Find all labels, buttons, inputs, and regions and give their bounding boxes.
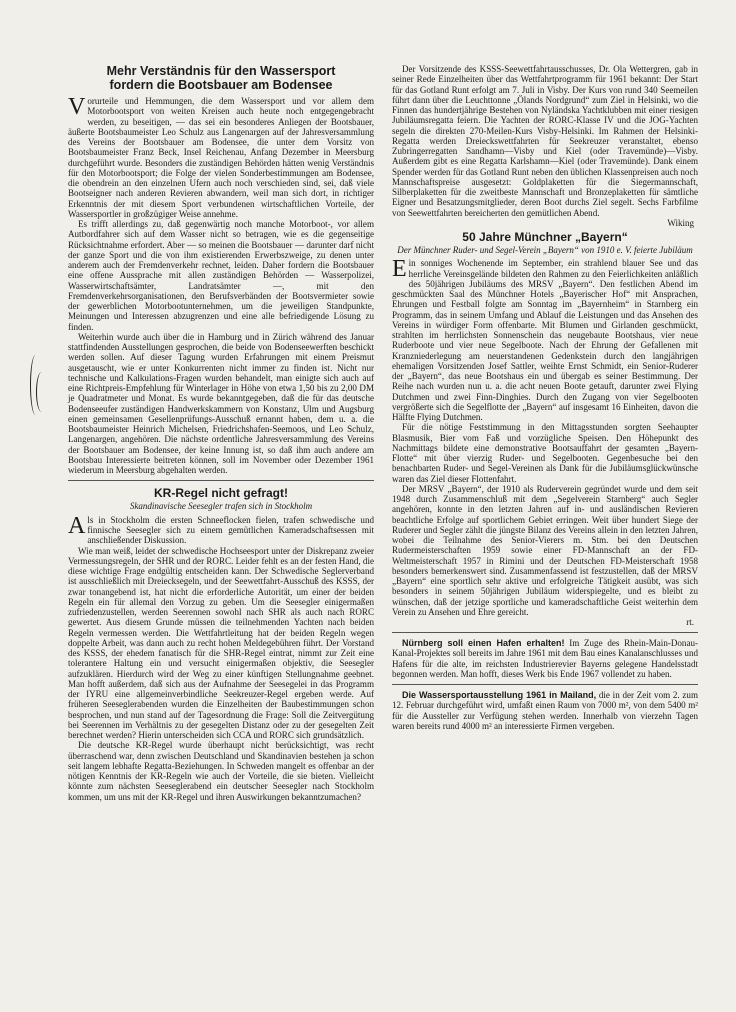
author-signature: Wiking xyxy=(667,217,694,228)
divider xyxy=(392,632,698,633)
article-subtitle: Skandinavische Seesegler trafen sich in Stockholm xyxy=(129,501,313,512)
left-column xyxy=(68,64,374,802)
drop-cap: V xyxy=(68,94,86,120)
notice-text: die in der Zeit vom 2. zum 12. Februar durchgeführt wird, umfaßt einen Raum von 7000 m², von dem 5400 m² für die Aussteller zur Verfügung stehen werden. Innerhalb von vierzehn Tagen waren bereits rund 4000 m² an interessierte Firmen vergeben. xyxy=(392,690,698,731)
notice-text: Im Zuge des Rhein-Main-Donau-Kanal-Projektes soll bereits im Jahre 1961 mit dem Bau eines Kanalanschlusses und Hafens für die alte, im reichsten Industrierevier Bayerns gelegene Handelsstadt begonnen werden. Man hofft, dieses Werk bis Ende 1967 vollendet zu haben. xyxy=(392,638,698,679)
article-paragraph: Es trifft allerdings zu, daß gegenwärtig noch manche Motorboot-, vor allem Autbordfahrer sich auf dem Wasser nicht so betragen, wie es die gegenseitige Rücksichtnahme erfordert. Aber — so meinen die Bootsbauer — darunter darf nicht der ganze Sport und die von ihm existierenden Erwerbszweige, zu denen unter anderem auch der Fremdenverkehr rechnet, leiden. Daher fordern die Bootsbauer eine offene Aussprache mit allen zuständigen Behörden — Wasserpolizei, Wasserwirtschaftsämter, Landratsämter —, mit den Fremdenverkehrsorganisationen, den Berufsverbänden der Bootsvermieter sowie der gewerblichen Motorbootunternehmen, um die jeweiligen Standpunkte, Meinungen und Interessen abzugrenzen und eine alle befriedigende Lösung zu finden. xyxy=(68,219,374,332)
divider xyxy=(68,480,374,481)
news-notice xyxy=(392,638,698,679)
paragraph-text: in sonniges Wochenende im September, ein strahlend blauer See und das herrliche Vereinsgelände bildeten den Rahmen zu den Feierlichkeiten anläßlich des 50jährigen Jubiläums des MRSV „Bayern“. Den festlichen Abend im geschmückten Saal des Münchner Hotels „Bayerischer Hof“ mit Ansprachen, Ehrungen und Festball folgte am Sonntag im „Bayernheim“ in Starnberg ein Programm, das in seinem Umfang und Ablauf die Leistungen und das Ansehen des Vereins in würdiger Form offenbarte. Mit Blumen und Girlanden geschmückt, strahlten im herrlichsten Sonnenschein das neugebaute Bootshaus, vier neue Ruderboote und vier neue Segelboote. Nach der Ehrung der Gefallenen mit Kranzniederlegung am neuerstandenen Gedenkstein durch den langjährigen ehemaligen Vorsitzenden Josef Sattler, weihte Ernst Schmidt, ein Senior-Ruderer der „Bayern“, das neue Bootshaus ein und übergab es seiner Bestimmung. Der Reihe nach wurden nun u. a. die acht neuen Boote getauft, darunter zwei Flying Dutchmen und zwei Finn-Dinghies. Durch den Zugang von vier Segelbooten vergrößerte sich die Segelflotte der „Bayern“ auf insgesamt 16 Einheiten, davon die Hälfte Flying Dutchmen. xyxy=(392,258,698,422)
article-paragraph: Der Vorsitzende des KSSS-Seewettfahrtausschusses, Dr. Ola Wettergren, gab in seiner Rede Einzelheiten über das Wettfahrtprogramm für 1961 bekannt: Der Start für das Gotland Runt erfolgt am 7. Juli in Visby. Der Kurs von rund 340 Seemeilen führt dann über die Leuchttonne „Ölands Nordgrund“ zum Ziel in Helsinki, wo die Finnen das hundertjährige Bestehen von Nyländska Yachtklubben mit einer riesigen Jubiläumsregatta feiern. Die Yachten der RORC-Klasse IV und die JOG-Yachten segeln die direkten 270-Meilen-Kurs Visby-Helsinki. Im Rahmen der Helsinki-Regatta werden Dreieckswettfahrten für Seekreuzer veranstaltet, ebenso Zubringerregatten Sandhamn—Visby und Kiel (oder Travemünde)—Visby. Außerdem gibt es eine Regatta Karlshamn—Kiel (oder Travemünde). Dank einem Spender werden für das Gotland Runt neben den üblichen Klassenpreisen auch noch Mannschaftspreise ausgesetzt: Goldplaketten für die Siegermannschaft, Silberplaketten für die zweitbeste Mannschaft und Bronzeplaketten für sämtliche Eigner und Besatzungsmitglieder, deren Boot durchs Ziel segelt. Sechs Farbfilme von Seewettfahrten bereicherten den gemütlichen Abend. xyxy=(392,64,698,218)
article-headline: 50 Jahre Münchner „Bayern“ xyxy=(462,229,628,244)
notice-lead: Die Wassersportausstellung 1961 in Mailand, xyxy=(402,690,597,700)
article-paragraph: Für die nötige Feststimmung in den Mittagsstunden sorgten Seehaupter Blasmusik, Bier vom Faß und vorzügliche Speisen. Den Höhepunkt des Nachmittags bildete eine demonstrative Bootsauffahrt der gesamten „Bayern-Flotte“ mit über vierzig Ruder- und Segelbooten. Gegenbesuche bei den benachbarten Ruder- und Segel-Vereinen als Dank für die Jubiläumsglückwünsche waren das Ziel dieser Flottenfahrt. xyxy=(392,422,698,484)
article-paragraph xyxy=(68,512,374,546)
notice-lead: Nürnberg soll einen Hafen erhalten! xyxy=(402,638,565,648)
drop-cap: A xyxy=(68,512,86,539)
drop-cap: E xyxy=(392,256,407,283)
paragraph-text: ls in Stockholm die ersten Schneeflocken fielen, trafen schwedische und finnische Seesegler sich zu einem gemütlichen Kameradschaftsessen mit anschließender Diskussion. xyxy=(87,514,374,546)
article-paragraph: Weiterhin wurde auch über die in Hamburg und in Zürich während des Januar stattfindenden Ausstellungen gesprochen, die beide von Bodenseewerften beschickt werden sollen. Auf dieser Tagung wurden Erfahrungen mit einem Preismut ausgetauscht, wie er unter Konkurrenten nicht immer zu finden ist. Nicht nur technische und Kalkulations-Fragen wurden behandelt, man einigte sich auch auf eine Richtpreis-Empfehlung für Winterlager in Höhe von etwa 1,50 bis zu 2,00 DM je Quadratmeter und Monat. Es wurde bekanntgegeben, daß die für das deutsche Bodenseeufer zuständigen Handwerkskammern von Konstanz, Ulm und Augsburg einen gemeinsamen Gesellenprüfungs-Ausschuß ernannt haben, dem u. a. die Bootsbaumeister Heinrich Michelsen, Friedrichshafen-Seemoos, und Leo Schulz, Langenargen, angehören. Die nächste ordentliche Jahresversammlung des Vereins der Bootsbauer am Bodensee, der keine Innung ist, so daß ihm auch andere am Bootsbau Interessierte beitreten können, soll im November oder Dezember 1961 wiederum in Meersburg abgehalten werden. xyxy=(68,331,374,475)
margin-bracket-mark xyxy=(36,372,47,412)
right-column xyxy=(392,64,698,731)
article-paragraph: Die deutsche KR-Regel wurde überhaupt nicht berücksichtigt, was recht überraschend war, denn zwischen Deutschland und Skandinavien bestehen ja schon seit langem lebhafte Regatta-Beziehungen. In Schweden mangelt es offenbar an der nötigen Kenntnis der KR-Regeln wie auch der Vorteile, die sie bieten. Vielleicht könnte zum nächsten Seeseglerabend ein deutscher Seesegler nach Stockholm kommen, um uns mit der KR-Regel und ihren Auswirkungen bekanntzumachen? xyxy=(68,740,374,802)
article-paragraph: Der MRSV „Bayern“, der 1910 als Ruderverein gegründet wurde und dem seit 1948 durch Zusammenschluß mit dem „Segelverein Starnberg“ auch Segler angehören, konnte in den letzten Jahren auf in- und ausländischen Revieren beachtliche Erfolge auf sportlichem Gebiet erringen. Weit über hundert Siege der Ruderer und Segler zählt die jüngste Bilanz des Vereins allein in den letzten Jahren, wobei die Teilnahme des Senior-Vierers m. Stm. bei den Deutschen Rudermeisterschaften 1959 sowie einer FD-Mannschaft an der FD-Weltmeisterschaft 1957 in Rimini und der Deutschen FD-Meisterschaft 1958 besonders bemerkenswert sind. Zusammenfassend ist festzustellen, daß der MRSV „Bayern“ eine sportlich sehr aktive und erfolgreiche Tätigkeit ausübt, was sich besonders in seinem 50jährigen Jubiläum widerspiegelte, und es bleibt zu wünschen, daß der jetzige sportliche und kameradschaftliche Geist weiterhin dem Verein zu Ansehen und Ehre gereicht. xyxy=(392,483,698,617)
author-signature: rt. xyxy=(686,617,694,627)
article-paragraph xyxy=(392,258,698,422)
news-notice xyxy=(392,690,698,731)
article-paragraph: Wie man weiß, leidet der schwedische Hochseesport unter der Diskrepanz zweier Vermessungsregeln, der SHR und der RORC. Leider fehlt es an der festen Hand, die diese wichtige Frage endgültig entscheiden kann. Der Schwedische Seglerverband ist ausschließlich mit Dreiecksegeln, und der Seewettfahrt-Ausschuß des KSSS, der zwar tonangebend ist, hat nicht die erforderliche Autorität, um einer der beiden Regeln ein für allemal den Vorzug zu geben. Um die Seesegler einigermaßen zufriedenzustellen, werden Seerennen sowohl nach SHR als auch nach RORC gewertet. Aus diesem Grunde müssen die teilnehmenden Yachten nach beiden Regeln vermessen werden. Die Wettfahrtleitung hat der beiden Regeln wegen doppelte Arbeit, was dann auch zu recht hohen Meldegebühren führt. Der Vorstand des KSSS, der ehedem fanatisch für die SHR-Regel eintrat, nimmt zur Zeit eine tolerantere Haltung ein und versucht einigermaßen objektiv, die Seesegler aufzuklären. Hierdurch wird der Weg zu einer künftigen Stellungnahme geebnet. Man hofft außerdem, daß sich aus der Aufnahme der Seesegelei in das Programm der IYRU eine allgemeinverbindliche Seekreuzer-Regel ergeben werde. Auf früheren Seeseglerabenden wurden die Einzelheiten der Baubestimmungen schon besprochen, und nun stand auf der Tagesordnung die Frage: Soll die Zeitvergütung bei Seerennen im Verhältnis zu der gesegelten Distanz oder zu der gesegelten Zeit berechnet werden? Hierin unterscheiden sich CCA und RORC sich grundsätzlich. xyxy=(68,545,374,740)
paragraph-text: orurteile und Hemmungen, die dem Wassersport und vor allem dem Motorbootsport von weiten Kreisen auch heute noch entgegengebracht werden, zu beseitigen, — das sei ein besonderes Anliegen der Bootsbauer, äußerte Bootsbaumeister Leo Schulz aus Langenargen auf der Jahresversammlung des Vereins der Bootsbauer am Bodensee, die unter dem Vorsitz von Bootsbaumeister Franz Beck, Insel Reichenau, Anfang Dezember in Meersburg durchgeführt wurde. Besonders die zuständigen Behörden hätten wenig Verständnis für den Motorbootsport; die Folge der vielen Sonderbestimmungen am Bodensee, die obendrein an den einzelnen Ufern auch noch verschieden sind, sei, daß viele Bootseigner nach anderen Revieren abwandern, weil man sich dort, in richtiger Erkenntnis der mit diesem Sport verbundenen wirtschaftlichen Vorteile, der Wassersportler in großzügiger Weise annehme. xyxy=(68,96,374,219)
divider xyxy=(392,684,698,685)
article-headline: KR-Regel nicht gefragt! xyxy=(153,486,288,501)
article-paragraph xyxy=(68,96,374,219)
headline-line-2: fordern die Bootsbauer am Bodensee xyxy=(109,78,333,92)
article-subtitle: Der Münchner Ruder- und Segel-Verein „Bayern“ von 1910 e. V. feierte Jubiläum xyxy=(397,244,693,255)
article-headline xyxy=(68,64,374,92)
headline-line-1: Mehr Verständnis für den Wassersport xyxy=(106,64,336,78)
